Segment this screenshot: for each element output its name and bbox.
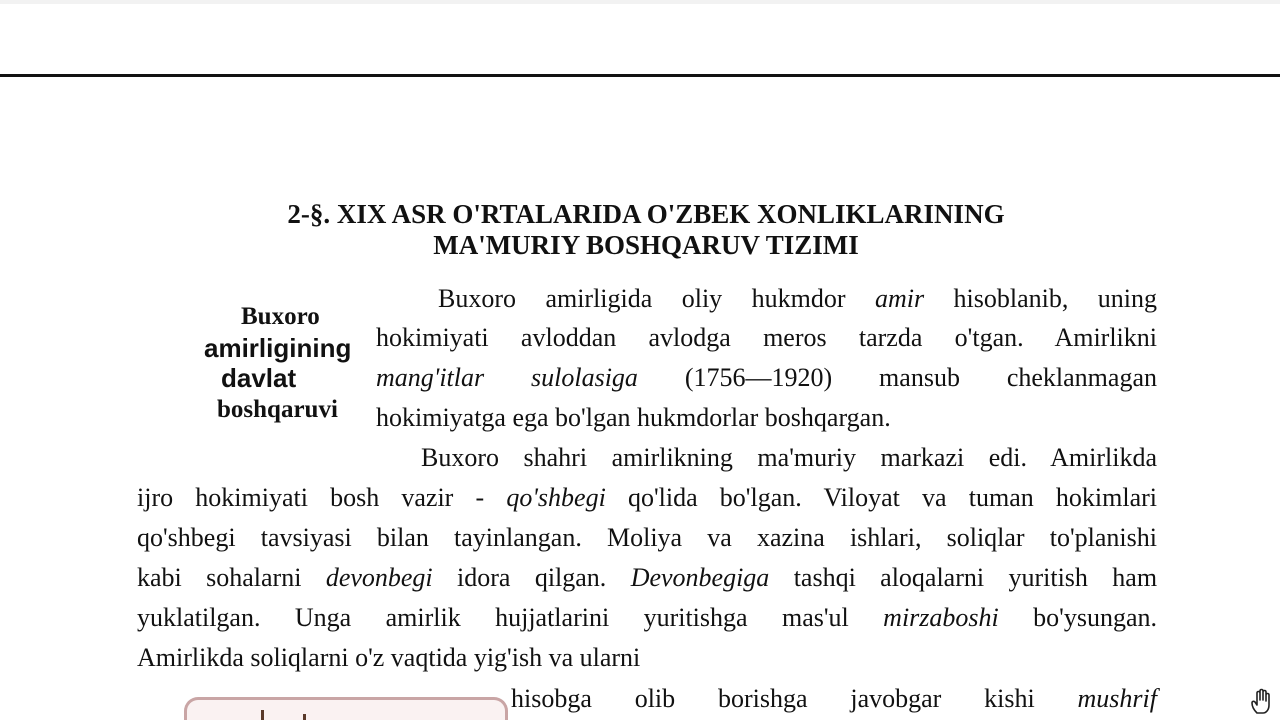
paragraph2-line4: kabi sohalarni devonbegi idora qilgan. Devonbegiga tashqi aloqalarni yuritish ham: [137, 563, 1158, 592]
paragraph2-line1: Buxoro shahri amirlikning ma'muriy markazi edi. Amirlikda: [421, 443, 1157, 472]
sidenote-line3: davlat: [221, 363, 297, 393]
paragraph2-line7: hisobga olib borishga javobgar kishi mushrif: [511, 684, 1157, 713]
paragraph2-line2: ijro hokimiyati bosh vazir - qo'shbegi qo'lida bo'lgan. Viloyat va tuman hokimlari: [137, 483, 1157, 512]
paragraph1-line3: mang'itlar sulolasiga (1756—1920) mansub cheklanmagan: [376, 363, 1157, 392]
illustration-spire: [303, 714, 306, 720]
paragraph2-line3: qo'shbegi tavsiyasi bilan tayinlangan. Moliya va xazina ishlari, soliqlar to'planishi: [137, 523, 1157, 552]
paragraph2-line6: Amirlikda soliqlarni o'z vaqtida yig'ish va ularni: [137, 643, 641, 672]
section-heading-line2: MA'MURIY BOSHQARUV TIZIMI: [433, 230, 859, 260]
term-amir: amir: [874, 284, 925, 313]
sidenote-line2: amirligining: [204, 333, 352, 363]
hand-pan-icon[interactable]: [1248, 686, 1278, 716]
paragraph2-line5: yuklatilgan. Unga amirlik hujjatlarini yuritishga mas'ul mirzaboshi bo'ysungan.: [137, 603, 1157, 632]
paragraph1-line2: hokimiyati avloddan avlodga meros tarzda o'tgan. Amirlikni: [376, 323, 1157, 352]
term-devonbegi: devonbegi: [325, 563, 433, 592]
paragraph1-line1: Buxoro amirligida oliy hukmdor amir hisoblanib, uning: [438, 284, 1157, 313]
paragraph1-line4: hokimiyatga ega bo'lgan hukmdorlar boshqargan.: [376, 403, 891, 432]
page-divider: [0, 74, 1280, 77]
illustration-image: [184, 697, 508, 720]
term-qoshbegi: qo'shbegi: [506, 483, 606, 512]
term-mangitlar: mang'itlar sulolasiga: [376, 363, 638, 392]
term-mushrif: mushrif: [1077, 684, 1157, 713]
sidenote-line4: boshqaruvi: [217, 396, 338, 423]
illustration-spire: [261, 710, 264, 720]
section-heading-line1: 2-§. XIX ASR O'RTALARIDA O'ZBEK XONLIKLARINING: [287, 199, 1005, 229]
term-devonbegiga: Devonbegiga: [630, 563, 770, 592]
term-mirzaboshi: mirzaboshi: [883, 603, 999, 632]
sidenote-line1: Buxoro: [241, 303, 320, 330]
top-toolbar-strip: [0, 0, 1280, 4]
